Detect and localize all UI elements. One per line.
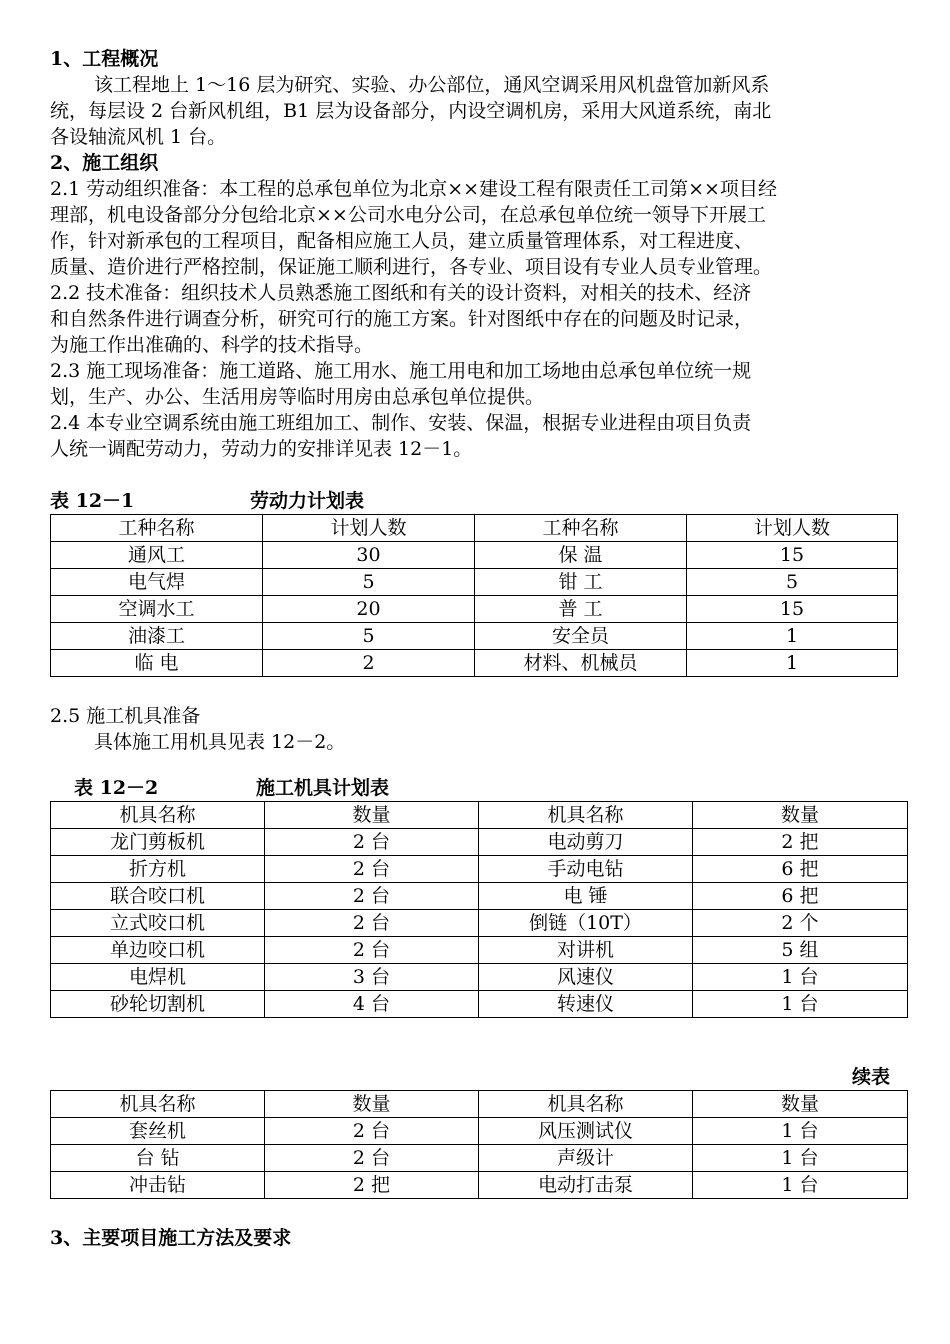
table-cell: 5 xyxy=(263,623,475,650)
table-cell: 普 工 xyxy=(475,596,687,623)
table-cell: 6 把 xyxy=(693,883,908,910)
section-2-text: 2.4 本专业空调系统由施工班组加工、制作、安装、保温，根据专业进程由项目负责 xyxy=(50,412,752,434)
table-cell: 冲击钻 xyxy=(51,1172,265,1199)
header-cell: 数量 xyxy=(265,1091,479,1118)
table-cell: 声级计 xyxy=(479,1145,693,1172)
table-cell: 立式咬口机 xyxy=(51,910,265,937)
continued-table-label: 续表 xyxy=(851,1066,890,1088)
header-cell: 数量 xyxy=(265,802,479,829)
table-cell: 电动剪刀 xyxy=(479,829,693,856)
table-cell: 风速仪 xyxy=(479,964,693,991)
table-cell: 龙门剪板机 xyxy=(51,829,265,856)
table-cell: 4 台 xyxy=(265,991,479,1018)
table-cell: 2 台 xyxy=(265,937,479,964)
section-2-heading: 2、施工组织 xyxy=(50,152,159,174)
table-cell: 20 xyxy=(263,596,475,623)
section-2-text: 2.3 施工现场准备：施工道路、施工用水、施工用电和加工场地由总承包单位统一规 xyxy=(50,360,752,382)
table-header-row xyxy=(51,802,908,829)
section-2-text: 和自然条件进行调查分析，研究可行的施工方案。针对图纸中存在的问题及时记录， xyxy=(50,308,754,330)
section-1-heading: 1、工程概况 xyxy=(50,48,159,70)
table-cell: 5 组 xyxy=(693,937,908,964)
table-cell: 倒链（10T） xyxy=(479,910,693,937)
section-2-5-heading: 2.5 施工机具准备 xyxy=(50,705,201,727)
header-cell: 机具名称 xyxy=(479,802,693,829)
table-cell: 电焊机 xyxy=(51,964,265,991)
table-cell: 2 把 xyxy=(265,1172,479,1199)
table-row xyxy=(51,829,908,856)
section-2-text: 作，针对新承包的工程项目，配备相应施工人员，建立质量管理体系，对工程进度、 xyxy=(50,230,754,252)
table-cell: 联合咬口机 xyxy=(51,883,265,910)
header-cell: 机具名称 xyxy=(51,802,265,829)
table-cell: 1 台 xyxy=(693,1118,908,1145)
table-cell: 临 电 xyxy=(51,650,263,677)
table-cell: 1 台 xyxy=(693,964,908,991)
table-cell: 通风工 xyxy=(51,542,263,569)
table-cell: 2 把 xyxy=(693,829,908,856)
table-cell: 2 台 xyxy=(265,829,479,856)
table-row xyxy=(51,1172,908,1199)
table-cell: 电动打击泵 xyxy=(479,1172,693,1199)
table-cell: 保 温 xyxy=(475,542,687,569)
table-row xyxy=(51,650,898,677)
table-1-caption xyxy=(50,488,900,514)
table-row xyxy=(51,910,908,937)
table-header-row xyxy=(51,1091,908,1118)
header-cell: 计划人数 xyxy=(263,515,475,542)
table-2-title: 施工机具计划表 xyxy=(256,777,390,799)
table-2-number: 表 12－2 xyxy=(74,777,159,799)
header-cell: 计划人数 xyxy=(687,515,898,542)
table-row xyxy=(51,883,908,910)
table-cell: 3 台 xyxy=(265,964,479,991)
section-2-5-text: 具体施工用机具见表 12－2。 xyxy=(94,731,346,753)
table-cell: 空调水工 xyxy=(51,596,263,623)
table-cell: 15 xyxy=(687,596,898,623)
table-cell: 1 台 xyxy=(693,1145,908,1172)
table-cell: 风压测试仪 xyxy=(479,1118,693,1145)
table-row xyxy=(51,623,898,650)
table-row xyxy=(51,1145,908,1172)
table-cell: 折方机 xyxy=(51,856,265,883)
table-cell: 1 台 xyxy=(693,991,908,1018)
table-cell: 2 xyxy=(263,650,475,677)
table-cell: 2 台 xyxy=(265,883,479,910)
table-row xyxy=(51,937,908,964)
table-cell: 2 台 xyxy=(265,1118,479,1145)
header-cell: 工种名称 xyxy=(475,515,687,542)
table-cell: 手动电钻 xyxy=(479,856,693,883)
table-cell: 5 xyxy=(263,569,475,596)
table-cell: 油漆工 xyxy=(51,623,263,650)
table-cell: 转速仪 xyxy=(479,991,693,1018)
section-2-text: 2.1 劳动组织准备：本工程的总承包单位为北京××建设工程有限责任工司第××项目经 xyxy=(50,178,777,200)
section-1-text: 各设轴流风机 1 台。 xyxy=(50,126,227,148)
header-cell: 机具名称 xyxy=(479,1091,693,1118)
table-cell: 2 台 xyxy=(265,856,479,883)
document-page xyxy=(50,46,900,1251)
table-cell: 钳 工 xyxy=(475,569,687,596)
section-2-text: 为施工作出准确的、科学的技术指导。 xyxy=(50,334,374,356)
header-cell: 数量 xyxy=(693,802,908,829)
labor-plan-table xyxy=(50,514,898,677)
table-cell: 电 锤 xyxy=(479,883,693,910)
table-row xyxy=(51,964,908,991)
section-1-text: 该工程地上 1～16 层为研究、实验、办公部位，通风空调采用风机盘管加新风系 xyxy=(94,74,770,96)
table-cell: 套丝机 xyxy=(51,1118,265,1145)
table-1-title: 劳动力计划表 xyxy=(250,490,365,512)
table-cell: 台 钻 xyxy=(51,1145,265,1172)
table-2-caption xyxy=(50,775,900,801)
table-cell: 2 台 xyxy=(265,1145,479,1172)
section-2-text: 理部，机电设备部分分包给北京××公司水电分公司，在总承包单位统一领导下开展工 xyxy=(50,204,766,226)
section-2-text: 人统一调配劳动力，劳动力的安排详见表 12－1。 xyxy=(50,438,473,460)
table-cell: 2 个 xyxy=(693,910,908,937)
table-cell: 1 xyxy=(687,650,898,677)
equipment-plan-table xyxy=(50,801,908,1018)
table-cell: 2 台 xyxy=(265,910,479,937)
table-row xyxy=(51,542,898,569)
header-cell: 机具名称 xyxy=(51,1091,265,1118)
table-cell: 单边咬口机 xyxy=(51,937,265,964)
section-2-text: 2.2 技术准备：组织技术人员熟悉施工图纸和有关的设计资料，对相关的技术、经济 xyxy=(50,282,752,304)
table-row xyxy=(51,856,908,883)
table-cell: 砂轮切割机 xyxy=(51,991,265,1018)
table-cell: 安全员 xyxy=(475,623,687,650)
table-cell: 1 xyxy=(687,623,898,650)
table-row xyxy=(51,596,898,623)
table-cell: 15 xyxy=(687,542,898,569)
section-3-heading: 3、主要项目施工方法及要求 xyxy=(50,1227,292,1249)
table-cell: 电气焊 xyxy=(51,569,263,596)
table-cell: 对讲机 xyxy=(479,937,693,964)
section-2-text: 质量、造价进行严格控制，保证施工顺利进行，各专业、项目设有专业人员专业管理。 xyxy=(50,256,773,278)
table-cell: 材料、机械员 xyxy=(475,650,687,677)
header-cell: 工种名称 xyxy=(51,515,263,542)
table-cell: 30 xyxy=(263,542,475,569)
header-cell: 数量 xyxy=(693,1091,908,1118)
table-header-row xyxy=(51,515,898,542)
table-row xyxy=(51,569,898,596)
table-cell: 6 把 xyxy=(693,856,908,883)
table-row xyxy=(51,1118,908,1145)
table-1-number: 表 12－1 xyxy=(50,490,135,512)
section-2-text: 划，生产、办公、生活用房等临时用房由总承包单位提供。 xyxy=(50,386,545,408)
equipment-plan-table-continued xyxy=(50,1090,908,1199)
section-1-text: 统，每层设 2 台新风机组，B1 层为设备部分，内设空调机房，采用大风道系统，南北 xyxy=(50,100,772,122)
table-cell: 5 xyxy=(687,569,898,596)
table-cell: 1 台 xyxy=(693,1172,908,1199)
table-row xyxy=(51,991,908,1018)
